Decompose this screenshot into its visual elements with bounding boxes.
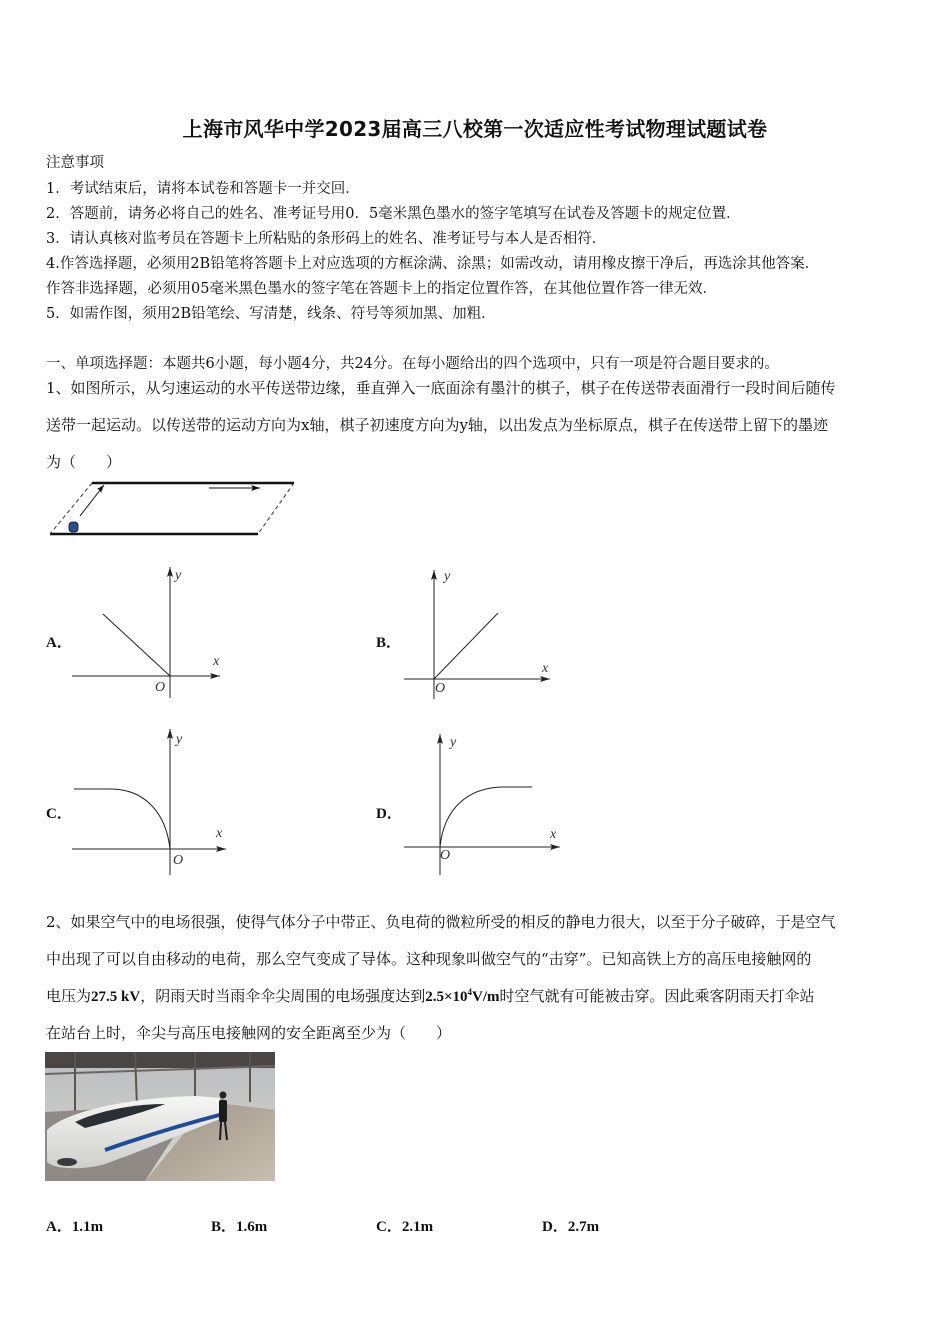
notice-item: 2．答题前，请务必将自己的姓名、准考证号用0．5毫米黑色墨水的签字笔填写在试卷及答题卡的规定位置． <box>46 206 741 222</box>
page-title: 上海市风华中学2023届高三八校第一次适应性考试物理试题试卷 <box>182 117 768 141</box>
notice-item: 5．如需作图，须用2B铅笔绘、写清楚，线条、符号等须加黑、加粗． <box>46 306 496 322</box>
origin-label: O <box>155 680 166 695</box>
high-speed-train-photo <box>45 1052 275 1181</box>
conveyor-belt-figure <box>44 474 304 540</box>
y-axis-label: y <box>450 735 457 750</box>
question-2-line: 中出现了可以自由移动的电荷，那么空气变成了导体。这种现象叫做空气的“击穿”。已知高铁上方的高压电接触网的 <box>46 950 812 968</box>
field-unit: V/m <box>472 989 500 1005</box>
origin-label: O <box>435 681 446 696</box>
origin-label: O <box>440 848 451 863</box>
notice-item: 4.作答选择题，必须用2B铅笔将答题卡上对应选项的方框涂满、涂黑；如需改动，请用橡皮擦干净后，再选涂其他答案． <box>46 256 820 272</box>
field-exponent: 4 <box>467 987 473 997</box>
option-a-graph <box>70 563 240 703</box>
answer-c <box>376 1215 433 1236</box>
question-2-line: 2、如果空气中的电场很强，使得气体分子中带正、负电荷的微粒所受的相反的静电力很大，以至于分子破碎，于是空气 <box>46 913 836 931</box>
question-1-line: 1、如图所示，从匀速运动的水平传送带边缘，垂直弹入一底面涂有墨汁的棋子，棋子在传送带表面滑行一段时间后随传 <box>46 379 836 397</box>
notice-item: 作答非选择题，必须用05毫米黑色墨水的签字笔在答题卡上的指定位置作答，在其他位置作答一律无效． <box>46 281 717 297</box>
answer-value: 1.6m <box>236 1219 268 1235</box>
option-c-graph <box>70 725 240 885</box>
answer-d <box>542 1215 599 1236</box>
q2-text: 时空气就有可能被击穿。因此乘客阴雨天打伞站 <box>499 987 815 1005</box>
answer-label: C． <box>376 1219 402 1235</box>
origin-label: O <box>173 853 184 868</box>
notice-heading: 注意事项 <box>46 155 104 171</box>
q2-text: ，阴雨天时当雨伞伞尖周围的电场强度达到 <box>140 987 426 1005</box>
answer-b <box>211 1215 267 1236</box>
option-d-graph <box>402 730 572 890</box>
voltage-value: 27.5 kV <box>91 989 141 1005</box>
question-1-line: 为（ ） <box>46 453 122 471</box>
option-b-graph <box>402 566 572 706</box>
field-strength-value: 2.5×10 <box>425 989 468 1005</box>
question-1-line: 送带一起运动。以传送带的运动方向为x轴，棋子初速度方向为y轴，以出发点为坐标原点，棋子在传送带上留下的墨迹 <box>46 416 828 434</box>
answer-label: A． <box>46 1219 72 1235</box>
section-heading: 一、单项选择题：本题共6小题，每小题4分，共24分。在每小题给出的四个选项中，只有一项是符合题目要求的。 <box>46 356 779 372</box>
answer-value: 1.1m <box>71 1219 104 1235</box>
answer-value: 2.1m <box>401 1219 434 1235</box>
option-b-label: B． <box>376 635 402 651</box>
answer-label: B． <box>211 1219 237 1235</box>
notice-item: 3．请认真核对监考员在答题卡上所粘贴的条形码上的姓名、准考证号与本人是否相符． <box>46 231 607 247</box>
option-c-label: C． <box>46 806 72 822</box>
y-axis-label: y <box>176 732 183 747</box>
question-2-line <box>46 985 908 1006</box>
q2-text: 电压为 <box>46 987 92 1005</box>
answer-value: 2.7m <box>567 1219 600 1235</box>
question-2-line: 在站台上时，伞尖与高压电接触网的安全距离至少为（ ） <box>46 1024 452 1042</box>
y-axis-label: y <box>175 568 182 583</box>
option-d-label: D． <box>376 806 402 822</box>
answer-a <box>46 1215 103 1236</box>
x-axis-label: x <box>550 827 557 842</box>
x-axis-label: x <box>542 661 549 676</box>
x-axis-label: x <box>216 826 223 841</box>
answer-label: D． <box>542 1219 568 1235</box>
x-axis-label: x <box>213 654 220 669</box>
y-axis-label: y <box>444 569 451 584</box>
notice-item: 1．考试结束后，请将本试卷和答题卡一并交回． <box>46 181 360 197</box>
option-a-label: A． <box>46 635 72 651</box>
